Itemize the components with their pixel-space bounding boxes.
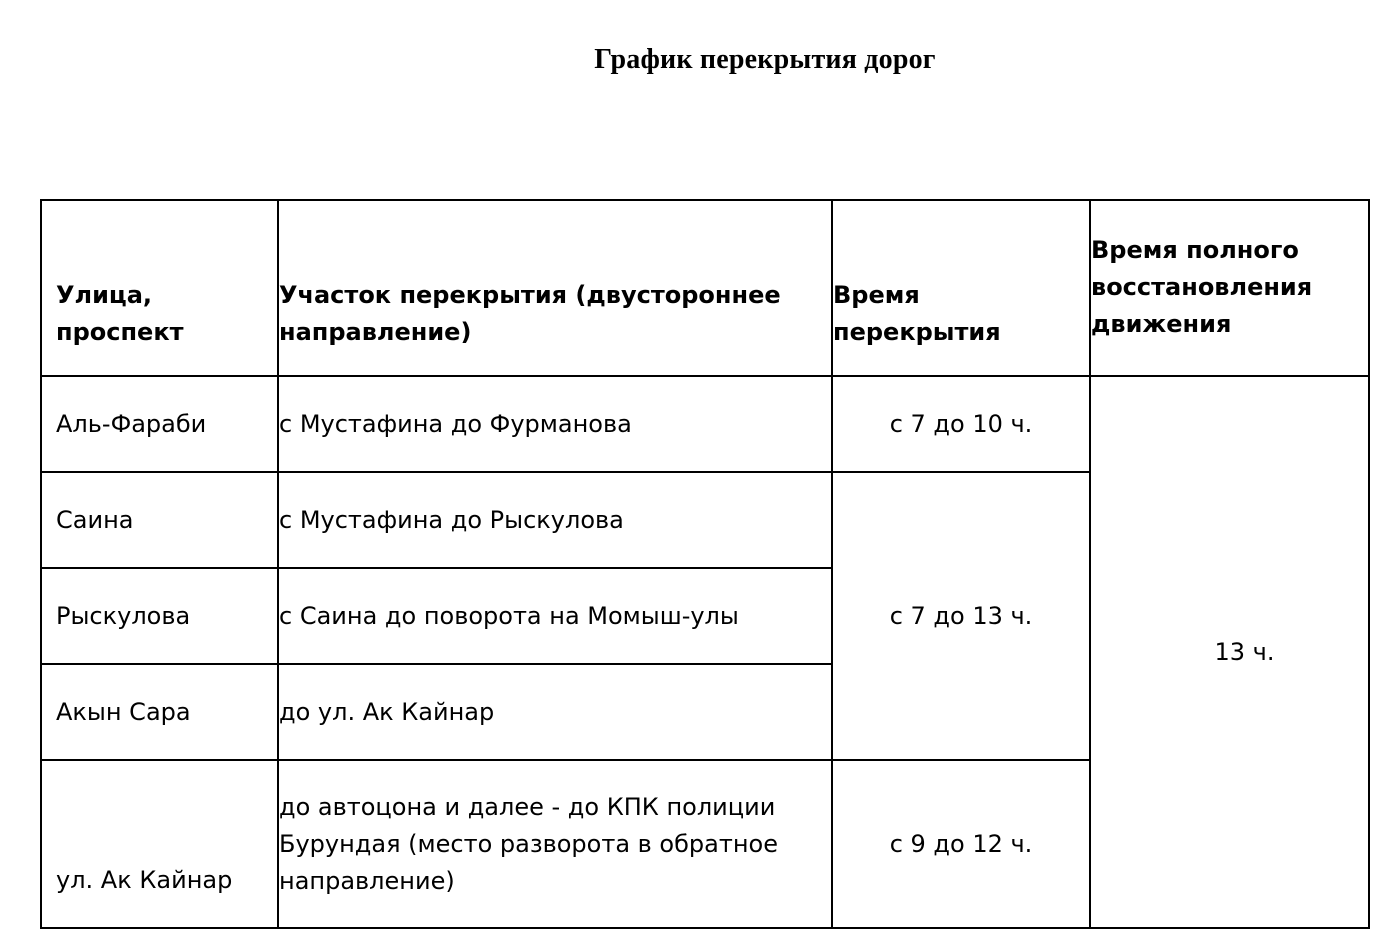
- street-cell: Акын Сара: [41, 664, 278, 760]
- road-closure-table: [40, 199, 1370, 929]
- restore-time-cell: 13 ч.: [1090, 376, 1369, 928]
- header-street: Улица, проспект: [41, 200, 278, 376]
- street-cell: Рыскулова: [41, 568, 278, 664]
- section-cell: с Мустафина до Фурманова: [278, 376, 832, 472]
- closure-time-cell: с 9 до 12 ч.: [832, 760, 1090, 928]
- header-section: Участок перекрытия (двустороннее направление): [278, 200, 832, 376]
- closure-time-cell: с 7 до 13 ч.: [832, 472, 1090, 760]
- section-cell: до ул. Ак Кайнар: [278, 664, 832, 760]
- header-closure-time: Время перекрытия: [832, 200, 1090, 376]
- table-header-row: [41, 200, 1369, 376]
- street-cell: ул. Ак Кайнар: [41, 760, 278, 928]
- page-title: График перекрытия дорог: [594, 44, 936, 75]
- section-cell: с Мустафина до Рыскулова: [278, 472, 832, 568]
- street-cell: Саина: [41, 472, 278, 568]
- section-cell: с Саина до поворота на Момыш-улы: [278, 568, 832, 664]
- header-restore-time: Время полного восстановления движения: [1090, 200, 1369, 376]
- street-cell: Аль-Фараби: [41, 376, 278, 472]
- table-row: [41, 376, 1369, 472]
- section-cell: до автоцона и далее - до КПК полиции Бурундая (место разворота в обратное направление): [278, 760, 832, 928]
- closure-time-cell: с 7 до 10 ч.: [832, 376, 1090, 472]
